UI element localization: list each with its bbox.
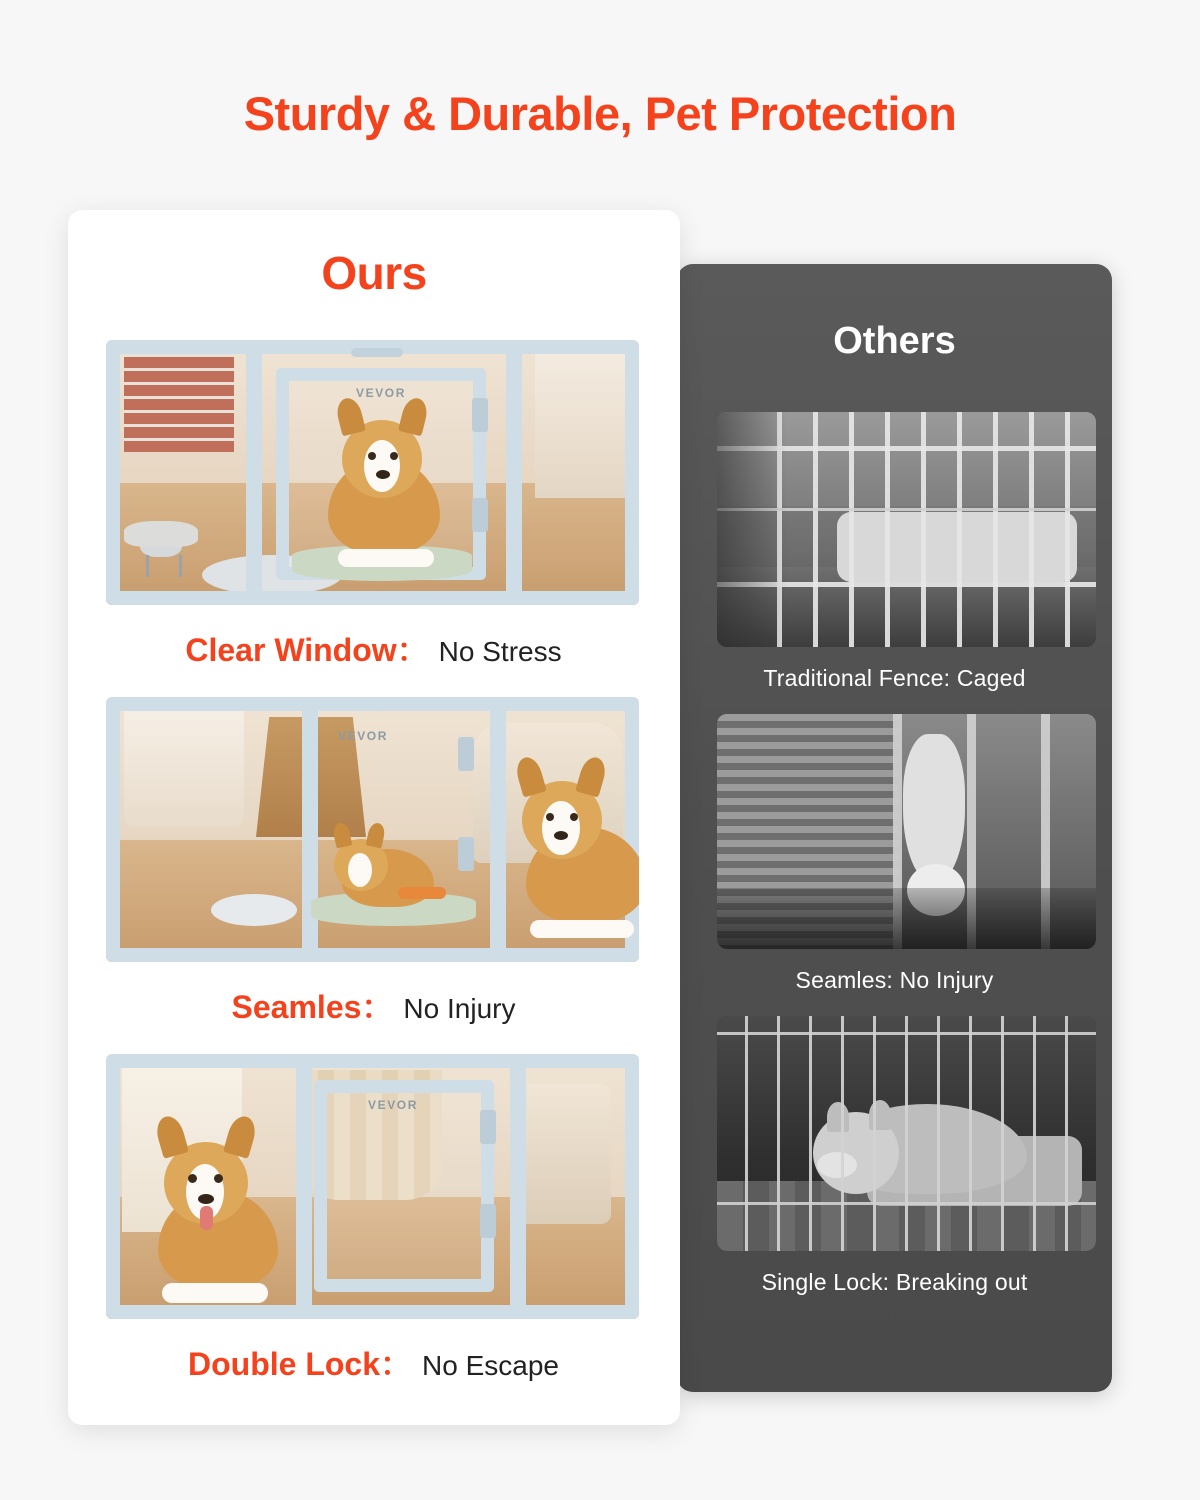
ours-caption-sub-1: No Stress — [438, 636, 562, 667]
others-item-single-lock — [717, 1016, 1072, 1296]
ours-photo-double-lock — [106, 1054, 639, 1319]
ours-caption-seamless — [106, 982, 641, 1028]
brand-label-ours-1: VEVOR — [356, 386, 407, 400]
others-caption-single-lock: Single Lock: Breaking out — [761, 1269, 1028, 1295]
ours-title: Ours — [321, 247, 427, 299]
ours-feature-list — [106, 340, 641, 1411]
ours-caption-double-lock — [106, 1339, 641, 1385]
ours-caption-lead-1: Clear Window： — [185, 632, 429, 668]
ours-photo-seamless — [106, 697, 639, 962]
ours-item-double-lock — [106, 1054, 641, 1385]
others-photo-caged — [717, 412, 1096, 647]
others-photo-paw-stuck — [717, 714, 1096, 949]
others-item-seamless — [717, 714, 1072, 994]
ours-caption-lead-2: Seamles： — [231, 989, 394, 1025]
others-title: Others — [833, 320, 956, 362]
brand-label-ours-3: VEVOR — [368, 1098, 419, 1112]
others-comparison-panel — [677, 264, 1112, 1392]
others-photo-crate-dog — [717, 1016, 1096, 1251]
ours-caption-clear-window — [106, 625, 641, 671]
ours-caption-sub-3: No Escape — [422, 1350, 559, 1381]
ours-photo-clear-window — [106, 340, 639, 605]
others-feature-list — [717, 412, 1072, 1318]
ours-caption-sub-2: No Injury — [403, 993, 516, 1024]
ours-comparison-panel — [68, 210, 680, 1425]
page-title: Sturdy & Durable, Pet Protection — [243, 87, 957, 140]
ours-item-seamless — [106, 697, 641, 1028]
others-caption-traditional-fence: Traditional Fence: Caged — [763, 665, 1026, 691]
brand-label-ours-2: VEVOR — [338, 729, 389, 743]
ours-caption-lead-3: Double Lock： — [188, 1346, 413, 1382]
others-item-traditional-fence — [717, 412, 1072, 692]
ours-item-clear-window — [106, 340, 641, 671]
others-caption-seamless: Seamles: No Injury — [795, 967, 994, 993]
